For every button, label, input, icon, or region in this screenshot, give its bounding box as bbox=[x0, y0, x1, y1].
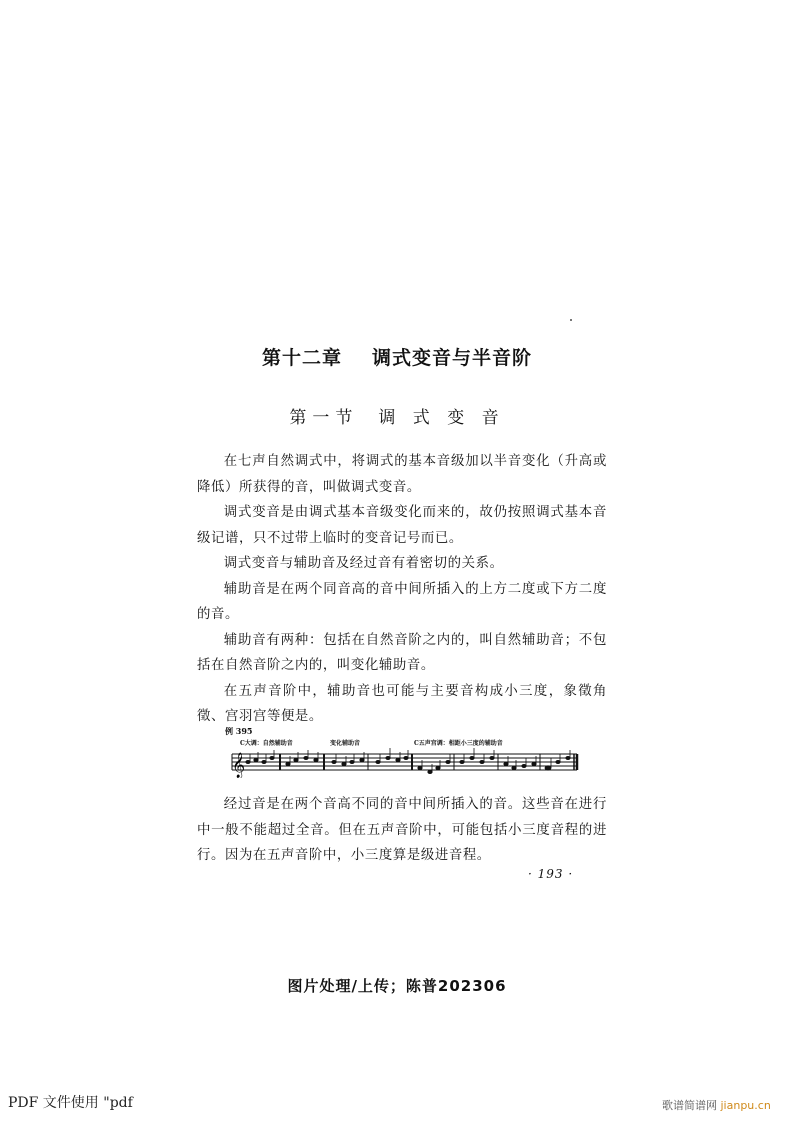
paragraph: 在七声自然调式中，将调式的基本音级加以半音变化（升高或降低）所获得的音，叫做调式变音。 bbox=[197, 454, 607, 495]
section-title: 调 式 变 音 bbox=[378, 408, 505, 428]
chapter-heading bbox=[0, 343, 794, 370]
pdf-footer-text: PDF 文件使用 "pdf bbox=[8, 1095, 133, 1111]
section-number: 第一节 bbox=[289, 408, 359, 428]
paragraph: 经过音是在两个音高不同的音中间所插入的音。这些音在进行中一般不能超过全音。但在五声音阶中，可能包括小三度音程的进行。因为在五声音阶中，小三度算是级进音程。 bbox=[197, 797, 607, 863]
paragraph: 辅助音是在两个同音高的音中间所插入的上方二度或下方二度的音。 bbox=[197, 581, 607, 622]
example-caption: 变化辅助音 bbox=[330, 740, 361, 747]
paragraph: 辅助音有两种：包括在自然音阶之内的，叫自然辅助音；不包括在自然音阶之内的，叫变化辅助音。 bbox=[197, 632, 607, 673]
music-staff bbox=[222, 726, 582, 778]
paragraph: 调式变音是由调式基本音级变化而来的，故仍按照调式基本音级记谱，只不过带上临时的变音记号而已。 bbox=[197, 505, 607, 546]
body-text-after-example bbox=[197, 792, 607, 869]
page-number: · 193 · bbox=[528, 867, 574, 881]
example-label: 例 395 bbox=[225, 726, 253, 736]
paragraph: 在五声音阶中，辅助音也可能与主要音构成小三度，象徵角徵、宫羽宫等便是。 bbox=[197, 683, 607, 724]
music-example bbox=[222, 726, 582, 778]
paragraph: 调式变音与辅助音及经过音有着密切的关系。 bbox=[223, 556, 504, 571]
scan-speck bbox=[570, 319, 572, 321]
site-watermark bbox=[662, 1097, 771, 1113]
site-name: 歌谱简谱网 bbox=[662, 1099, 717, 1112]
body-text-before-example bbox=[197, 449, 607, 730]
chapter-number: 第十二章 bbox=[261, 347, 342, 369]
svg-text:𝄞: 𝄞 bbox=[232, 753, 246, 778]
example-caption: C大调：自然辅助音 bbox=[240, 740, 293, 747]
chapter-title: 调式变音与半音阶 bbox=[372, 347, 533, 369]
site-url: jianpu.cn bbox=[720, 1099, 771, 1112]
upload-credit: 图片处理/上传；陈普202306 bbox=[287, 977, 507, 995]
section-heading bbox=[0, 403, 794, 428]
example-caption: C五声宫调：相距小三度的辅助音 bbox=[414, 740, 503, 747]
